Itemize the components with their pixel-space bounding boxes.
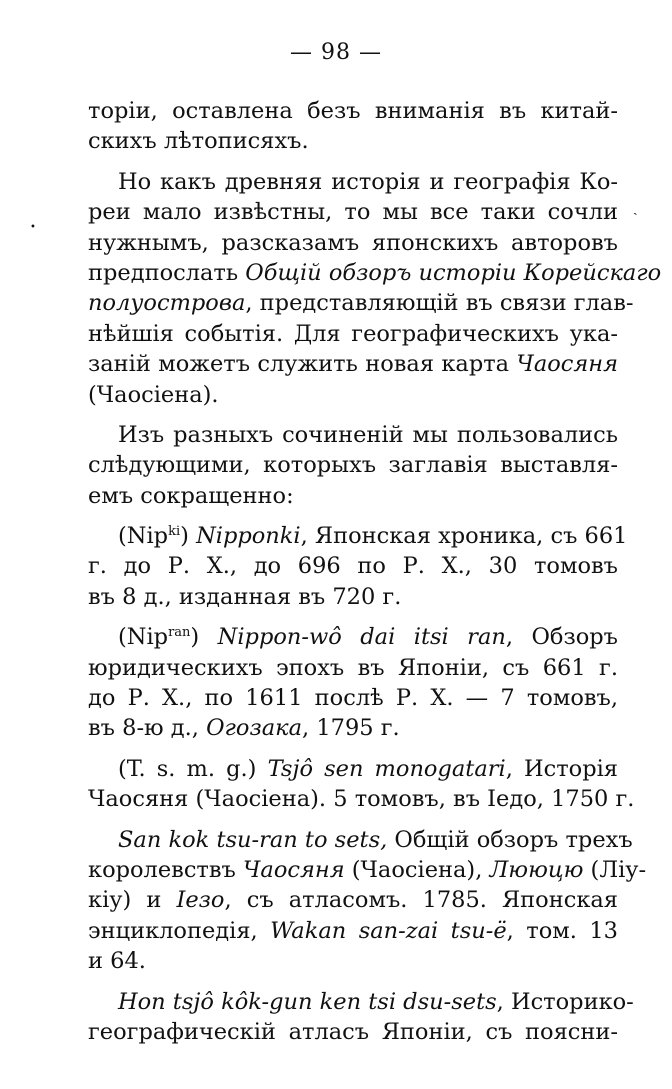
text-line <box>88 855 647 885</box>
text-run: ) <box>180 523 197 550</box>
text-line <box>88 521 628 551</box>
italic-text: San kok tsu-ran to sets, <box>118 826 388 853</box>
text-line <box>88 885 618 915</box>
text-run: (T. s. m. g.) <box>118 755 268 782</box>
text-line <box>88 228 618 258</box>
text-line <box>88 450 618 480</box>
text-run: , Историко- <box>496 988 634 1015</box>
text-line <box>88 96 618 126</box>
text-line <box>88 1017 618 1047</box>
text-run: , Обзоръ <box>505 624 619 651</box>
text-line <box>88 946 618 976</box>
italic-text: полуострова <box>88 290 246 317</box>
text-run: предпослать <box>88 259 246 286</box>
text-run: (Чаосіена), <box>344 856 490 883</box>
italic-text: Wakan san-zai tsu-ë <box>270 917 507 944</box>
superscript-text: ran <box>168 625 191 641</box>
text-run: , том. 13 <box>506 917 618 944</box>
paragraph-gap <box>88 744 618 754</box>
italic-text: Tsjô sen monogatari <box>267 755 506 782</box>
text-run: Общій обзоръ трехъ <box>387 826 633 853</box>
text-run: реи мало извѣстны, то мы все таки сочли <box>88 199 618 226</box>
text-line <box>88 349 618 379</box>
italic-text: Лююцю <box>489 856 584 883</box>
paragraph-gap <box>88 410 618 420</box>
text-line <box>88 622 618 652</box>
text-run: (Чаосіена). <box>88 381 219 408</box>
text-line <box>88 288 634 318</box>
paragraph-gap <box>88 815 618 825</box>
text-run: , съ атласомъ. 1785. Японская <box>224 887 618 914</box>
italic-text: Огозака <box>206 715 303 742</box>
italic-text: Hon tsjô kôk-gun ken tsi dsu-sets <box>118 988 497 1015</box>
italic-text: Чаосяня <box>516 351 618 378</box>
text-line <box>88 653 618 683</box>
text-run: , 1795 г. <box>302 715 400 742</box>
text-line <box>88 916 618 946</box>
text-line <box>88 713 618 743</box>
text-run: Изъ разныхъ сочиненій мы пользовались <box>118 421 618 448</box>
text-run: юридическихъ эпохъ въ Японіи, съ 661 г. <box>88 654 618 681</box>
superscript-text: ki <box>168 524 181 540</box>
text-run: нѣйшія событія. Для географическихъ ука- <box>88 320 618 347</box>
page-number: — 98 — <box>290 40 382 65</box>
text-run: скихъ лѣтописяхъ. <box>88 128 309 155</box>
text-line <box>88 380 618 410</box>
body-text <box>88 96 662 1047</box>
text-run: географическій атласъ Японіи, съ поясни- <box>88 1018 618 1045</box>
text-line <box>88 987 634 1017</box>
italic-text: Чаосяня <box>243 856 345 883</box>
paragraph-gap <box>88 511 618 521</box>
text-line <box>88 784 635 814</box>
italic-text: Nipponki <box>196 523 301 550</box>
text-run: (Nip <box>118 624 169 651</box>
text-run: кіу) и <box>88 887 177 914</box>
margin-mark-right: ˏ <box>633 200 638 216</box>
text-run: , представляющій въ связи глав- <box>245 290 634 317</box>
text-line <box>88 683 618 713</box>
text-line <box>88 754 618 784</box>
text-line <box>88 481 618 511</box>
text-line <box>88 126 618 156</box>
text-line <box>88 197 618 227</box>
text-run: заній можетъ служить новая карта <box>88 351 517 378</box>
text-run: (Ліу- <box>583 856 647 883</box>
text-run: , Японская хроника, съ 661 <box>300 523 628 550</box>
paragraph-gap <box>88 612 618 622</box>
text-run: емъ сокращенно: <box>88 482 294 509</box>
text-line <box>88 825 633 855</box>
italic-text: Общій обзоръ исторіи Корейскаго <box>245 259 662 286</box>
text-run: въ 8 д., изданная въ 720 г. <box>88 583 402 610</box>
text-run: , Исторія <box>505 755 618 782</box>
text-line <box>88 258 662 288</box>
text-run: нужнымъ, разсказамъ японскихъ авторовъ <box>88 229 618 256</box>
paragraph-gap <box>88 977 618 987</box>
italic-text: Nippon-wô dai itsi ran <box>217 624 506 651</box>
margin-mark-left: • <box>30 222 36 233</box>
text-run: (Nip <box>118 523 169 550</box>
text-run: ) <box>190 624 218 651</box>
text-run: слѣдующими, которыхъ заглавія выставля- <box>88 452 618 479</box>
text-run: энциклопедія, <box>88 917 271 944</box>
text-run: г. до Р. Х., до 696 по Р. Х., 30 томовъ <box>88 553 618 580</box>
italic-text: Іезо <box>176 887 225 914</box>
text-run: до Р. Х., по 1611 послѣ Р. Х. — 7 томовъ, <box>88 685 618 712</box>
paragraph-gap <box>88 157 618 167</box>
text-line <box>88 551 618 581</box>
text-run: и 64. <box>88 948 146 975</box>
text-run: королевствъ <box>88 856 244 883</box>
text-run: Чаосяня (Чаосіена). 5 томовъ, въ Іедо, 1750 г. <box>88 786 635 813</box>
text-line <box>88 167 618 197</box>
text-run: торіи, оставлена безъ вниманія въ китай- <box>88 98 618 124</box>
text-run: Но какъ древняя исторія и географія Ко- <box>118 168 618 195</box>
text-line <box>88 582 618 612</box>
text-line <box>88 420 618 450</box>
text-run: въ 8-ю д., <box>88 715 207 742</box>
text-line <box>88 319 618 349</box>
